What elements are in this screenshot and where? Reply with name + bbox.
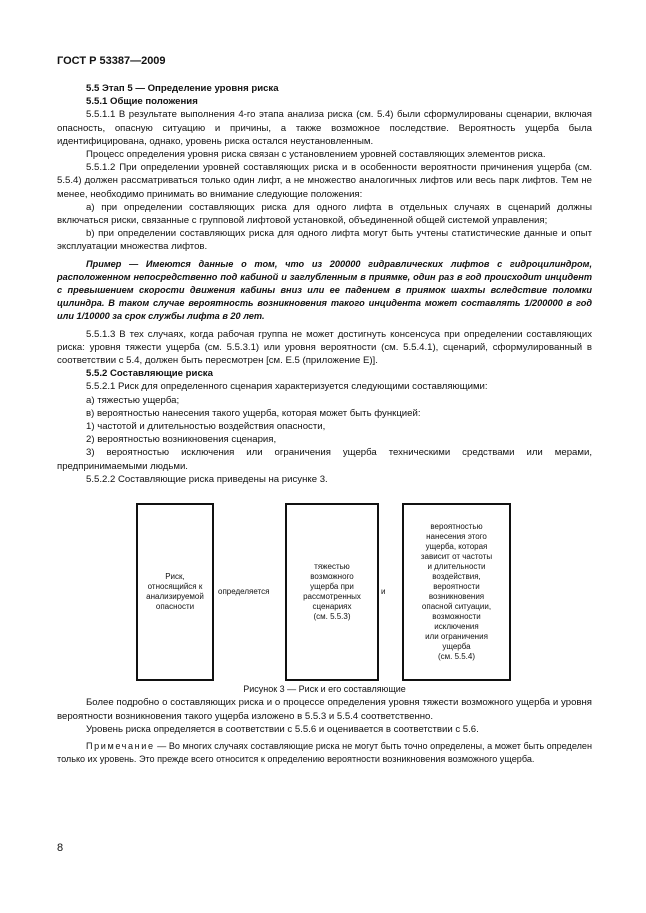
figure-box-probability bbox=[402, 503, 511, 681]
figure-box-severity bbox=[285, 503, 379, 681]
box-line: опасной ситуации, bbox=[421, 602, 492, 612]
list-item-b: b) при определении составляющих риска для одного лифта могут быть учтены статистические данные и опыт эксплуатации множества лифтов. bbox=[57, 228, 592, 253]
box-line: или ограничения bbox=[425, 632, 488, 642]
figure-connector: и bbox=[381, 587, 386, 597]
list-item: в) вероятностью нанесения такого ущерба, которая может быть функцией: bbox=[86, 407, 421, 419]
paragraph-risk-level: Уровень риска определяется в соответствии с 5.5.6 и оценивается в соответствии с 5.6. bbox=[86, 723, 479, 735]
box-line: возникновения bbox=[428, 592, 485, 602]
list-item: 3) вероятностью исключения или ограничения ущерба техническими средствами или мерами, предпринимаемыми людьми. bbox=[57, 447, 592, 472]
box-line: анализируемой bbox=[146, 592, 204, 602]
box-line: нанесения этого bbox=[426, 532, 487, 542]
box-line: рассмотренных bbox=[303, 592, 361, 602]
box-line: ущерба bbox=[442, 642, 471, 652]
paragraph-5522: 5.5.2.2 Составляющие риска приведены на рисунке 3. bbox=[86, 473, 328, 485]
figure-caption: Рисунок 3 — Риск и его составляющие bbox=[243, 684, 406, 695]
note-label: Примечание bbox=[86, 740, 155, 751]
box-line: зависит от частоты bbox=[420, 552, 493, 562]
document-body bbox=[57, 82, 592, 766]
box-line: вероятностью bbox=[430, 522, 483, 532]
example-paragraph: Пример — Имеются данные о том, что из 200000 гидравлических лифтов с гидроцилиндром, расположенном непосредственно под кабиной и заглубленным в приямке, один раз в год происходит инцидент с превышением скорости движения кабины вниз или ее падением в приямок шахты вследствие поломки цилиндра. В таком случае вероятность возникновения такого инцидента может составлять 1/200000 в год или 1/10000 за срок службы лифта в 20 лет. bbox=[57, 258, 592, 322]
box-line: исключения bbox=[434, 622, 479, 632]
figure-connector: определяется bbox=[218, 587, 270, 597]
box-line: (см. 5.5.3) bbox=[313, 612, 351, 622]
list-item: a) тяжестью ущерба; bbox=[86, 394, 180, 406]
subsection-title: 5.5.2 Составляющие риска bbox=[86, 368, 213, 380]
paragraph-details: Более подробно о составляющих риска и о процессе определения уровня тяжести возможного ущерба и уровня вероятности возникновения такого ущерба изложено в 5.5.3 и 5.5.4 соответственно. bbox=[57, 697, 592, 722]
box-line: Риск, bbox=[165, 572, 185, 582]
box-line: сценариях bbox=[312, 602, 352, 612]
box-line: тяжестью bbox=[314, 562, 350, 572]
page-number: 8 bbox=[57, 842, 64, 854]
list-item: 2) вероятностью возникновения сценария, bbox=[86, 434, 277, 446]
figure-risk-components bbox=[57, 503, 592, 683]
paragraph-5521: 5.5.2.1 Риск для определенного сценария характеризуется следующими составляющими: bbox=[86, 381, 488, 393]
list-item: 1) частотой и длительностью воздействия опасности, bbox=[86, 421, 326, 433]
box-line: и длительности bbox=[427, 562, 486, 572]
paragraph-5512: 5.5.1.2 При определении уровней составляющих риска и в особенности вероятности причинения ущерба (см. 5.5.4) должен рассматриваться только один лифт, а не множество аналогичных лифтов или весь парк лифтов. Тем не менее, необходимо принимать во внимание следующие положения: bbox=[57, 162, 592, 200]
paragraph-5513: 5.5.1.3 В тех случаях, когда рабочая группа не может достигнуть консенсуса при определении составляющих риска: уровня тяжести ущерба (см. 5.5.3.1) или уровня вероятности (см. 5.5.4.1), сценарий, сформулированный в соответствии с 5.4, должен быть пересмотрен [см. Е.5 (приложение Е)]. bbox=[57, 328, 592, 367]
box-line: опасности bbox=[155, 602, 195, 612]
box-line: ущерба при bbox=[310, 582, 354, 592]
figure-box-risk bbox=[136, 503, 214, 681]
list-item-a: a) при определении составляющих риска для одного лифта в отдельных случаях в сценарий должны включаться риски, связанные с групповой лифтовой установкой, объединенной общей системой управления; bbox=[57, 201, 592, 227]
box-line: относящийся к bbox=[147, 582, 203, 592]
box-line: возможности bbox=[432, 612, 481, 622]
box-line: воздействия, bbox=[432, 572, 481, 582]
box-line: ущерба, которая bbox=[425, 542, 488, 552]
subsection-title: 5.5.1 Общие положения bbox=[86, 96, 198, 108]
note-text: — Во многих случаях составляющие риска не могут быть точно определены, а может быть определен только их уровень. Это прежде всего относится к определению вероятности возникновения возможного ущерба. bbox=[57, 740, 592, 765]
note-paragraph bbox=[57, 740, 592, 766]
section-title: 5.5 Этап 5 — Определение уровня риска bbox=[86, 83, 279, 94]
box-line: вероятности bbox=[433, 582, 480, 592]
document-header: ГОСТ Р 53387—2009 bbox=[57, 55, 166, 67]
paragraph-process: Процесс определения уровня риска связан с установлением уровней составляющих элементов риска. bbox=[86, 149, 546, 161]
box-line: (см. 5.5.4) bbox=[437, 652, 476, 662]
box-line: возможного bbox=[310, 572, 354, 582]
paragraph-5511: 5.5.1.1 В результате выполнения 4-го этапа анализа риска (см. 5.4) были сформулированы сценарии, включая опасность, опасную ситуацию и причины, а также возможное последствие. Вероятность ущерба была идентифицирована, однако, уровень риска остался неустановленным. bbox=[57, 109, 592, 147]
